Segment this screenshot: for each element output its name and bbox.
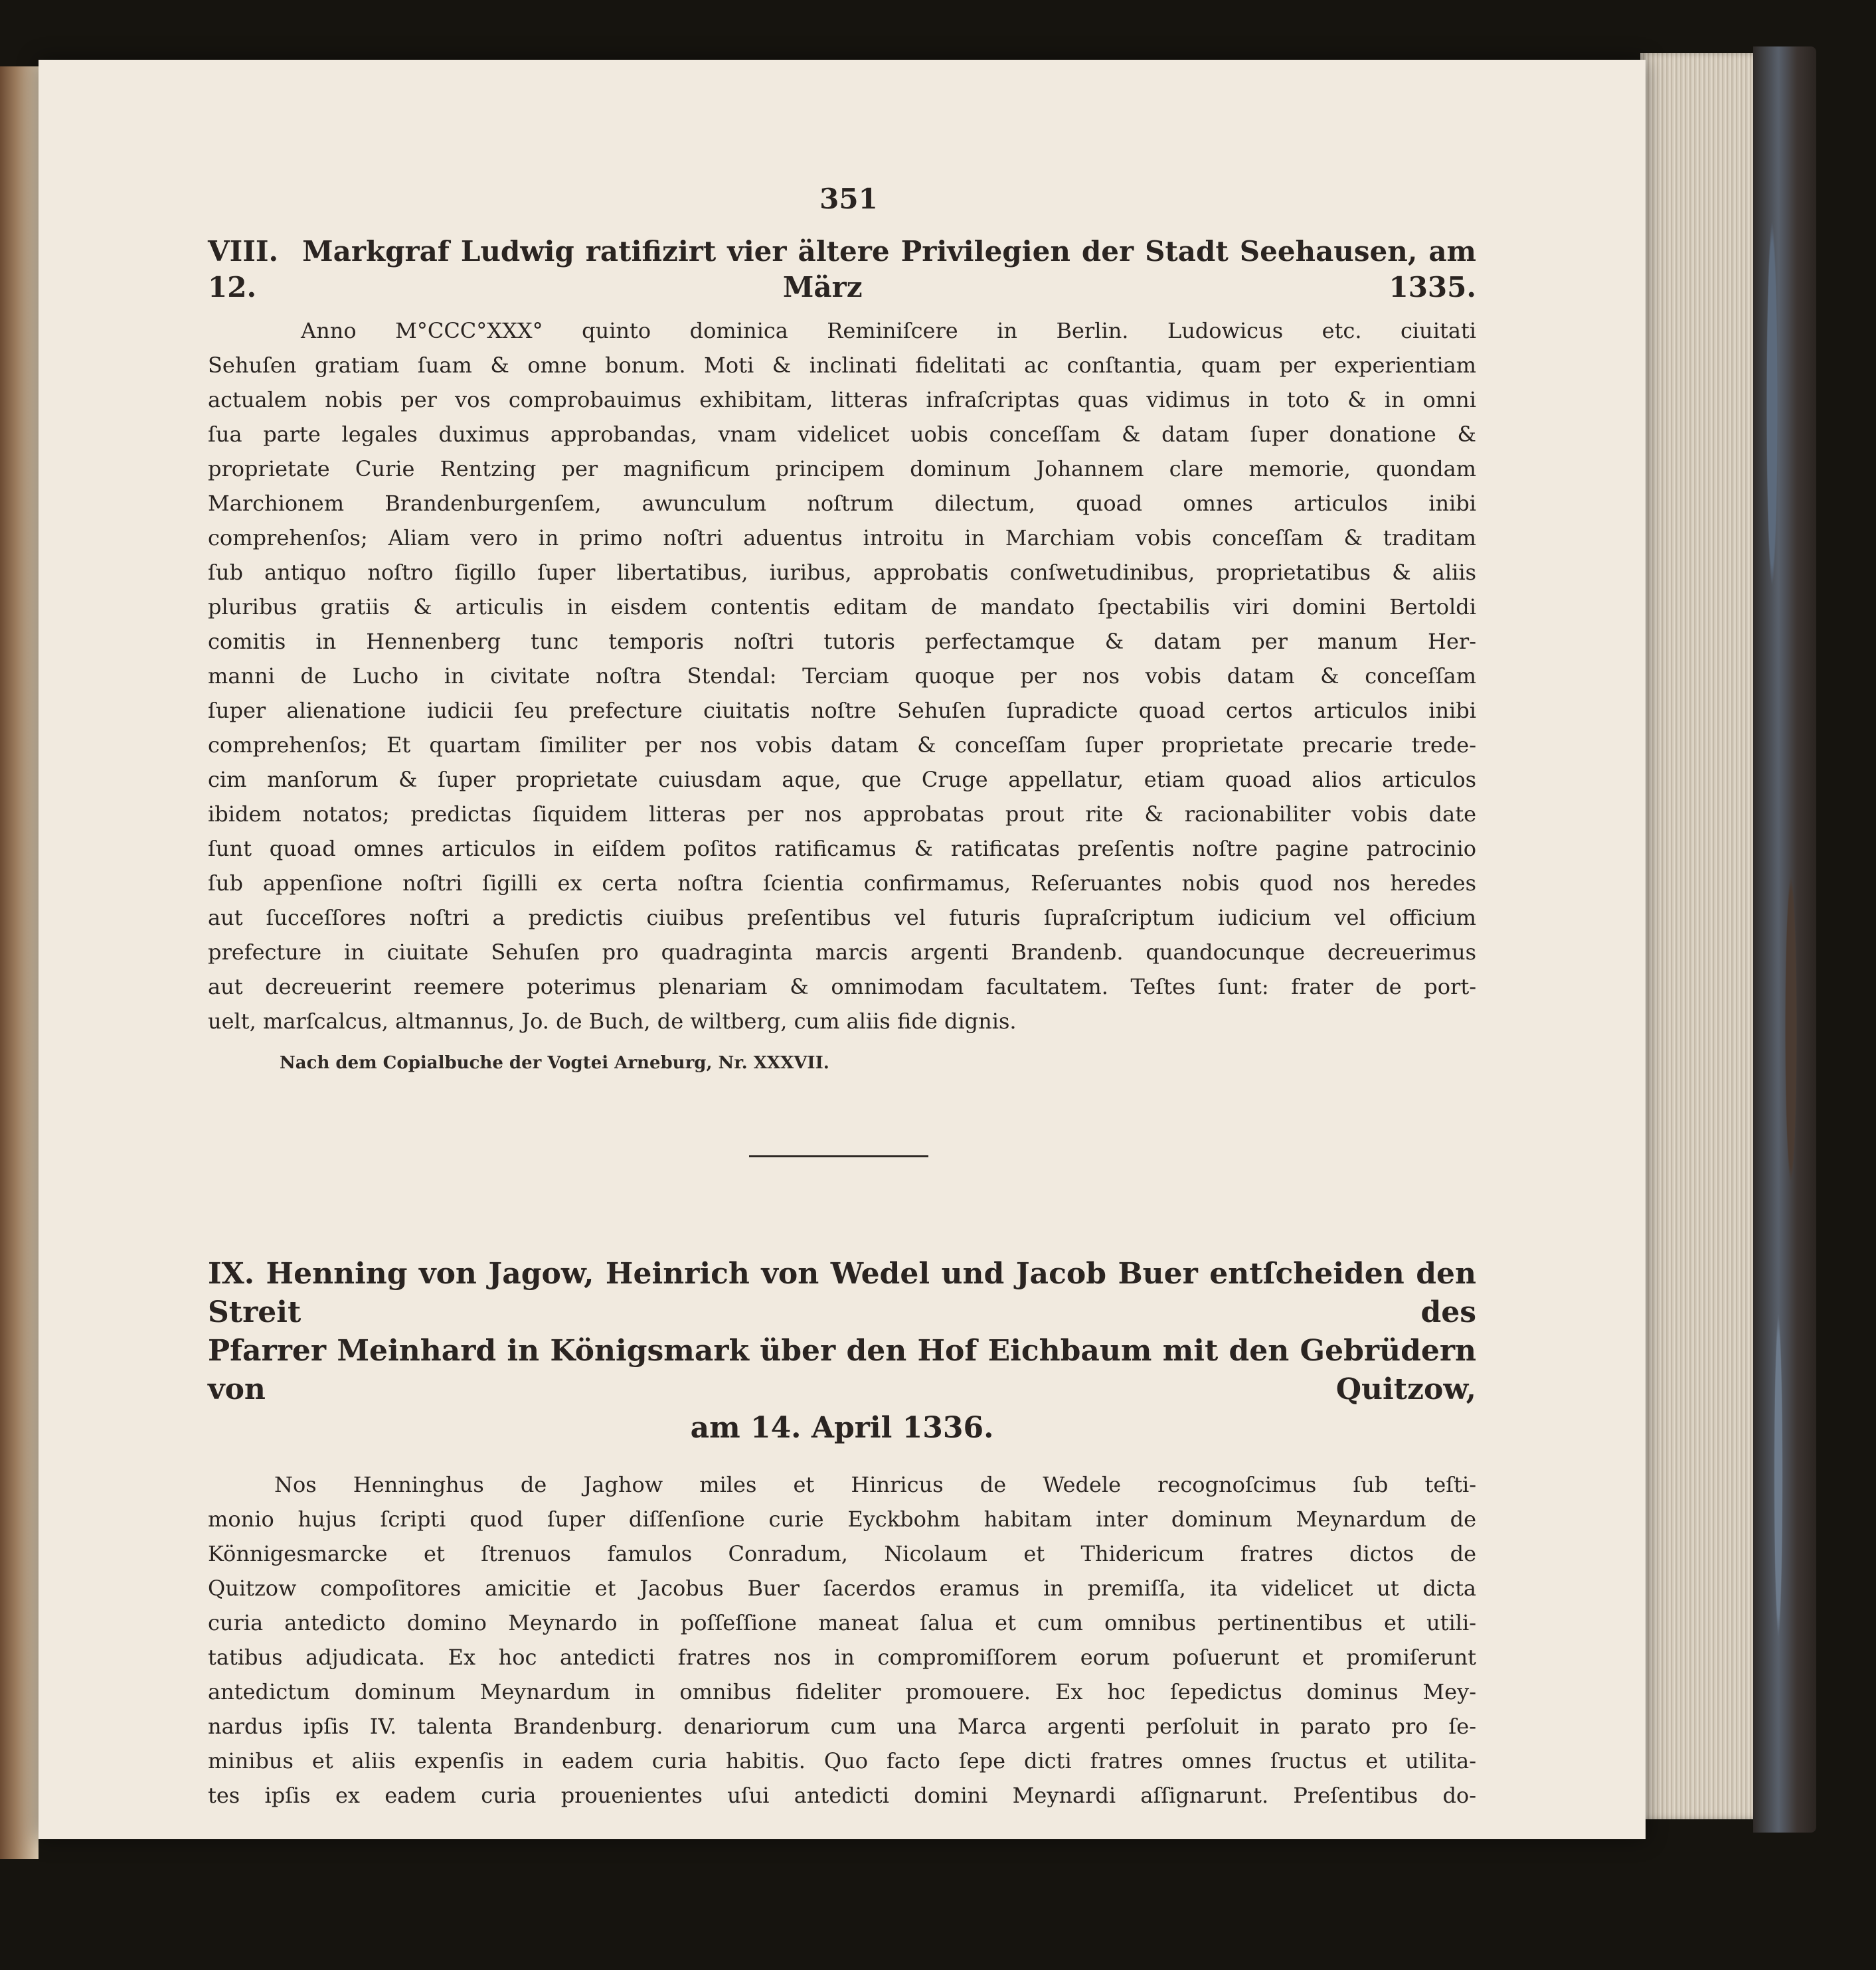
heading-line: IX. Henning von Jagow, Heinrich von Wedel und Jacob Buer entſcheiden den Streit des bbox=[208, 1257, 1476, 1329]
body-line: tes ipſis ex eadem curia prouenientes uſui antedicti domini Meynardi aſſignarunt. Preſentibus do- bbox=[208, 1783, 1476, 1808]
body-line: aut decreuerint reemere poterimus plenariam & omnimodam facultatem. Teſtes ſunt: frater de port- bbox=[208, 974, 1476, 999]
section-viii-heading bbox=[208, 234, 1476, 305]
body-line: Sehuſen gratiam ſuam & omne bonum. Moti & inclinati fidelitati ac conſtantia, quam per experientiam bbox=[208, 353, 1476, 378]
body-line: ſub appenſione noſtri ſigilli ex certa noſtra ſcientia confirmamus, Reſeruantes nobis quod nos heredes bbox=[208, 870, 1476, 896]
source-note: Nach dem Copialbuche der Vogtei Arneburg, Nr. XXXVII. bbox=[280, 1053, 829, 1073]
body-line: monio hujus ſcripti quod ſuper diſſenſione curie Eyckbohm habitam inter dominum Meynardum de bbox=[208, 1507, 1476, 1532]
body-line: pluribus gratiis & articulis in eisdem contentis editam de mandato ſpectabilis viri domini Bertoldi bbox=[208, 594, 1476, 619]
body-line: tatibus adjudicata. Ex hoc antedicti fratres nos in compromiſſorem eorum poſuerunt et promiſerunt bbox=[208, 1645, 1476, 1670]
body-line: actualem nobis per vos comprobauimus exhibitam, litteras infraſcriptas quas vidimus in toto & in omni bbox=[208, 387, 1476, 412]
body-line: Quitzow compoſitores amicitie et Jacobus Buer ſacerdos eramus in premiſſa, ita videlicet ut dicta bbox=[208, 1576, 1476, 1601]
body-line: Anno M°CCC°XXX° quinto dominica Reminiſcere in Berlin. Ludowicus etc. ciuitati bbox=[301, 318, 1476, 343]
section-ix bbox=[208, 1255, 1476, 1813]
section-viii bbox=[208, 234, 1476, 1073]
body-line: aut ſucceſſores noſtri a predictis ciuibus preſentibus vel futuris ſupraſcriptum iudicium vel officium bbox=[208, 905, 1476, 930]
body-line: cim manſorum & ſuper proprietate cuiusdam aque, que Cruge appellatur, etiam quoad alios articulos bbox=[208, 767, 1476, 792]
heading-line: Pfarrer Meinhard in Königsmark über den Hof Eichbaum mit den Gebrüdern von Quitzow, bbox=[208, 1334, 1476, 1406]
body-line: antedictum dominum Meynardum in omnibus fideliter promouere. Ex hoc ſepedictus dominus Mey- bbox=[208, 1679, 1476, 1704]
section-viii-body bbox=[208, 313, 1476, 1038]
body-line: comprehenſos; Aliam vero in primo noſtri aduentus introitu in Marchiam vobis conceſſam & traditam bbox=[208, 525, 1476, 550]
body-line: comitis in Hennenberg tunc temporis noſtri tutoris perfectamque & datam per manum Her- bbox=[208, 629, 1476, 654]
section-ix-heading bbox=[208, 1255, 1476, 1447]
body-line: proprietate Curie Rentzing per magnificum principem dominum Johannem clare memorie, quondam bbox=[208, 456, 1476, 481]
body-line: nardus ipſis IV. talenta Brandenburg. denariorum cum una Marca argenti perſoluit in parato pro ſe- bbox=[208, 1714, 1476, 1739]
body-line: uelt, marſcalcus, altmannus, Jo. de Buch, de wiltberg, cum aliis fide dignis. bbox=[208, 1009, 1017, 1034]
body-line: manni de Lucho in civitate noſtra Stendal: Terciam quoque per nos vobis datam & conceſſam bbox=[208, 663, 1476, 689]
page-block-edges bbox=[1640, 53, 1756, 1819]
body-line: ſunt quoad omnes articulos in eiſdem poſitos ratificamus & ratificatas preſentis noſtre pagine patrocinio bbox=[208, 836, 1476, 861]
body-line: minibus et aliis expenſis in eadem curia habitis. Quo facto ſepe dicti fratres omnes ſructus et utilita- bbox=[208, 1748, 1476, 1773]
previous-page-edge bbox=[0, 66, 39, 1859]
body-line: prefecture in ciuitate Sehuſen pro quadraginta marcis argenti Brandenb. quandocunque decreuerimus bbox=[208, 940, 1476, 965]
section-ix-body bbox=[208, 1467, 1476, 1813]
body-line: ibidem notatos; predictas ſiquidem litteras per nos approbatas prout rite & racionabiliter vobis date bbox=[208, 801, 1476, 827]
marbled-cover-edge bbox=[1753, 46, 1816, 1833]
body-line: Marchionem Brandenburgenſem, awunculum noſtrum dilectum, quoad omnes articulos inibi bbox=[208, 491, 1476, 516]
page-number: 351 bbox=[819, 183, 878, 215]
heading-line: am 14. April 1336. bbox=[690, 1411, 994, 1445]
body-line: comprehenſos; Et quartam ſimiliter per nos vobis datam & conceſſam ſuper proprietate precarie trede- bbox=[208, 732, 1476, 758]
body-line: ſub antiquo noſtro ſigillo ſuper libertatibus, iuribus, approbatis conſwetudinibus, proprietatibus & aliis bbox=[208, 560, 1476, 585]
body-line: Könnigesmarcke et ſtrenuos famulos Conradum, Nicolaum et Thidericum fratres dictos de bbox=[208, 1541, 1476, 1566]
section-viii-numeral: VIII. bbox=[208, 235, 279, 268]
section-viii-title: Markgraf Ludwig ratifizirt vier ältere Privilegien der Stadt Seehausen, am 12. März 1335. bbox=[208, 235, 1476, 303]
body-line: ſuper alienatione iudicii ſeu prefecture ciuitatis noſtre Sehuſen ſupradicte quoad certos articulos inibi bbox=[208, 698, 1476, 723]
body-line: curia antedicto domino Meynardo in poſſeſſione maneat ſalua et cum omnibus pertinentibus et utili- bbox=[208, 1610, 1476, 1635]
body-line: ſua parte legales duximus approbandas, vnam videlicet uobis conceſſam & datam ſuper donatione & bbox=[208, 422, 1476, 447]
book-page bbox=[39, 60, 1646, 1839]
body-line: Nos Henninghus de Jaghow miles et Hinricus de Wedele recognoſcimus ſub teſti- bbox=[274, 1472, 1476, 1497]
section-divider bbox=[749, 1155, 928, 1157]
